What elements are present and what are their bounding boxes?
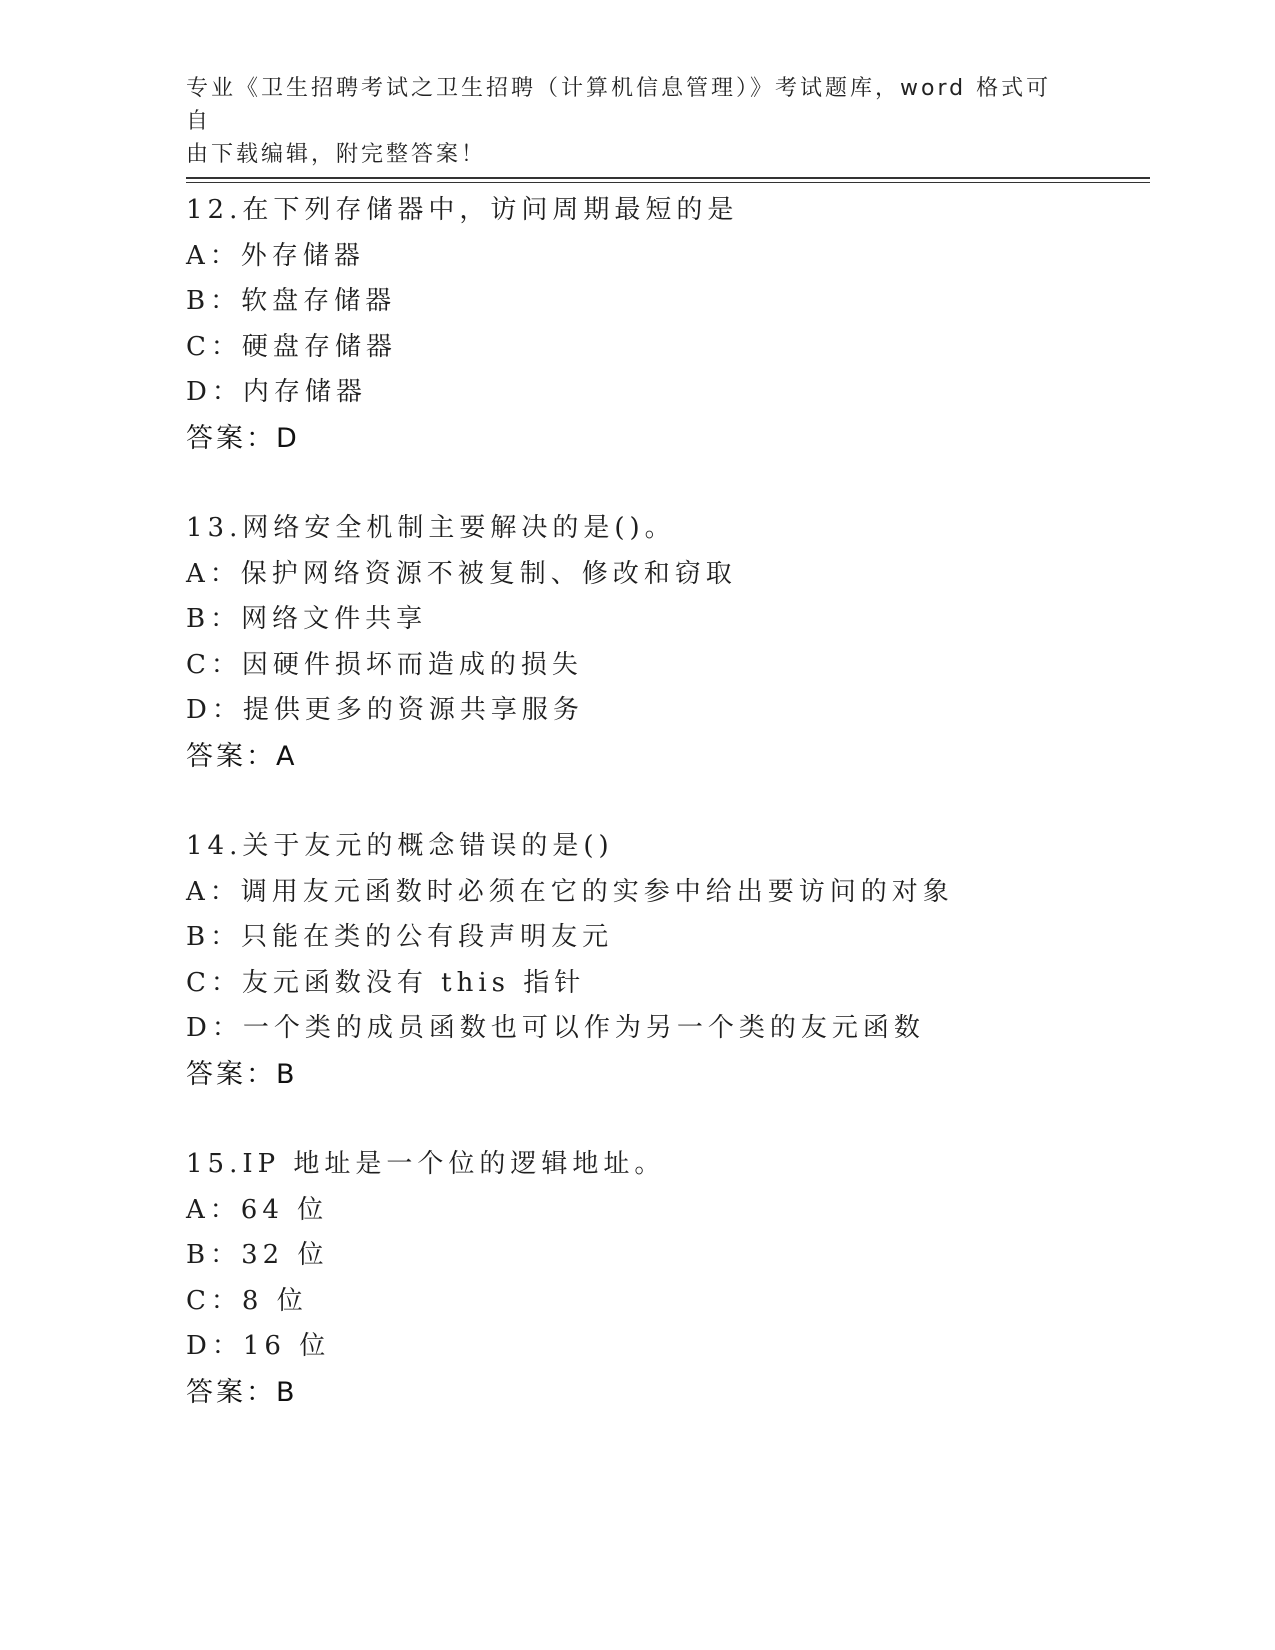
answer-line: 答案：B — [186, 1376, 298, 1408]
header-divider-thin — [186, 182, 1150, 183]
header-divider-thick — [186, 177, 1150, 179]
option-c: C：友元函数没有 this 指针 — [186, 967, 586, 998]
option-b: B：网络文件共享 — [186, 604, 428, 635]
option-a: A：外存储器 — [186, 240, 365, 271]
answer-line: 答案：A — [186, 740, 298, 772]
option-a: A：保护网络资源不被复制、修改和窃取 — [186, 558, 737, 589]
option-b: B：32 位 — [186, 1240, 329, 1271]
question-title: 12.在下列存储器中，访问周期最短的是 — [186, 195, 739, 225]
option-d: D：内存储器 — [186, 377, 367, 408]
header-line-1: 专业《卫生招聘考试之卫生招聘（计算机信息管理）》考试题库，word 格式可自 — [186, 76, 1052, 134]
option-d: D：16 位 — [186, 1331, 331, 1362]
document-header — [186, 72, 1066, 171]
option-a: A：64 位 — [186, 1194, 329, 1225]
answer-line: 答案：B — [186, 1058, 298, 1090]
question-12 — [186, 188, 1146, 462]
option-c: C：硬盘存储器 — [186, 331, 397, 362]
option-b: B：只能在类的公有段声明友元 — [186, 922, 614, 953]
option-c: C：8 位 — [186, 1285, 308, 1316]
question-title: 15.IP 地址是一个位的逻辑地址。 — [186, 1148, 666, 1179]
option-d: D：提供更多的资源共享服务 — [186, 695, 584, 726]
question-15 — [186, 1142, 1146, 1416]
option-b: B：软盘存储器 — [186, 286, 397, 317]
question-title: 14.关于友元的概念错误的是() — [186, 830, 614, 861]
question-title: 13.网络安全机制主要解决的是()。 — [186, 512, 676, 543]
option-c: C：因硬件损坏而造成的损失 — [186, 649, 583, 680]
question-13 — [186, 506, 1146, 780]
header-line-2: 由下载编辑，附完整答案！ — [186, 142, 487, 167]
option-a: A：调用友元函数时必须在它的实参中给出要访问的对象 — [186, 876, 954, 907]
question-14 — [186, 824, 1146, 1098]
option-d: D：一个类的成员函数也可以作为另一个类的友元函数 — [186, 1013, 925, 1044]
answer-line: 答案：D — [186, 422, 300, 454]
question-list — [186, 188, 1146, 1460]
